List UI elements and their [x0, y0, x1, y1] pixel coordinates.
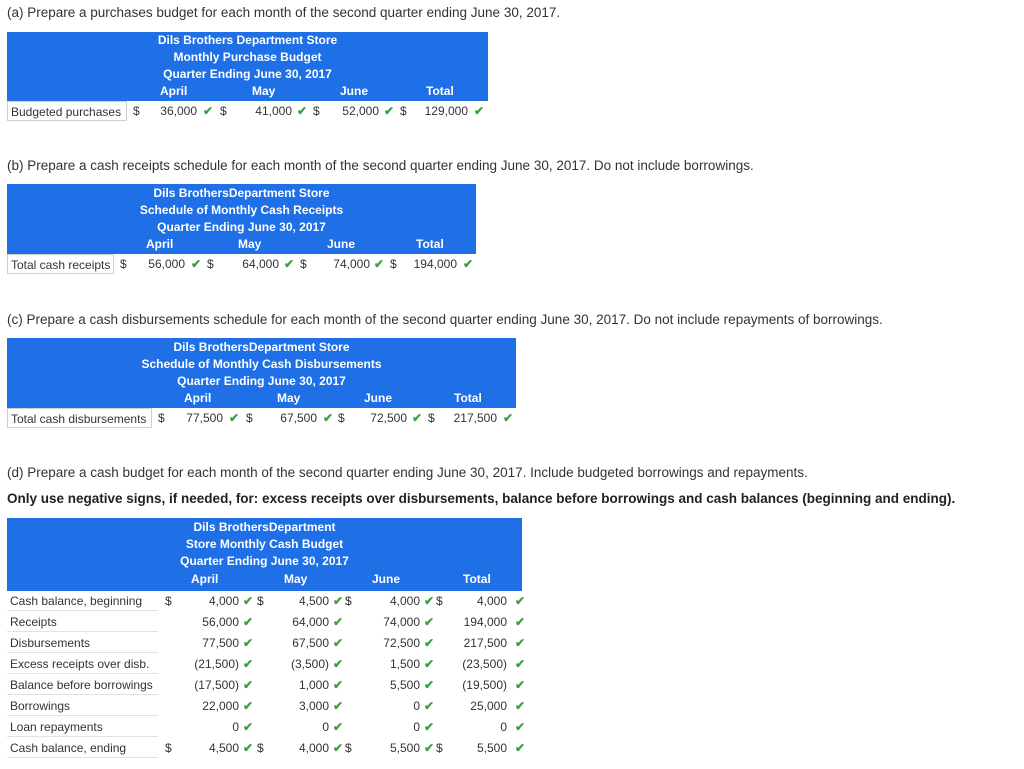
check-icon: ✔ [515, 615, 526, 629]
cash-budget-row [7, 654, 526, 674]
check-icon: ✔ [243, 699, 254, 713]
check-icon: ✔ [515, 699, 526, 713]
month-april: April [191, 572, 219, 586]
row-label: Loan repayments [7, 717, 158, 737]
check-icon: ✔ [424, 678, 435, 692]
currency-sign: $ [158, 411, 165, 425]
currency-sign: $ [436, 594, 443, 608]
company-name: Dils BrothersDepartment Store [153, 186, 330, 200]
check-icon: ✔ [333, 741, 344, 755]
row-label: Cash balance, beginning [7, 591, 158, 611]
june-input[interactable]: 74,000 [333, 257, 370, 271]
check-icon: ✔ [474, 104, 485, 118]
month-april: April [160, 84, 188, 98]
currency-sign: $ [257, 594, 264, 608]
schedule-title: Schedule of Monthly Cash Receipts [139, 203, 344, 217]
total-input[interactable]: 4,000 [476, 594, 507, 608]
april-input[interactable]: 77,500 [202, 636, 239, 650]
total-input[interactable]: 5,500 [476, 741, 507, 755]
row-label: Total cash receipts [7, 254, 114, 274]
row-label: Balance before borrowings [7, 675, 158, 695]
cash-budget-row [7, 675, 526, 695]
may-input[interactable]: 64,000 [242, 257, 279, 271]
total-cash-receipts-row [7, 254, 476, 274]
row-label: Borrowings [7, 696, 158, 716]
row-label: Receipts [7, 612, 158, 632]
total-input[interactable]: 217,500 [453, 411, 497, 425]
month-may: May [252, 84, 276, 98]
check-icon: ✔ [243, 636, 254, 650]
april-input[interactable]: (21,500) [194, 657, 239, 671]
month-total: Total [463, 572, 491, 586]
cash-budget-row [7, 696, 526, 716]
month-april: April [146, 237, 174, 251]
currency-sign: $ [165, 594, 172, 608]
may-input[interactable]: 64,000 [292, 615, 329, 629]
total-input[interactable]: (23,500) [462, 657, 507, 671]
check-icon: ✔ [424, 657, 435, 671]
may-input[interactable]: 67,500 [292, 636, 329, 650]
currency-sign: $ [300, 257, 307, 271]
total-input[interactable]: 0 [500, 720, 507, 734]
check-icon: ✔ [515, 636, 526, 650]
check-icon: ✔ [191, 257, 202, 271]
total-input[interactable]: 129,000 [424, 104, 468, 118]
may-input[interactable]: 4,000 [298, 741, 329, 755]
currency-sign: $ [436, 741, 443, 755]
may-input[interactable]: (3,500) [290, 657, 329, 671]
check-icon: ✔ [424, 636, 435, 650]
may-input[interactable]: 41,000 [255, 104, 292, 118]
row-label: Cash balance, ending [7, 738, 158, 758]
june-input[interactable]: 1,500 [389, 657, 420, 671]
check-icon: ✔ [243, 594, 254, 608]
check-icon: ✔ [284, 257, 295, 271]
may-input[interactable]: 3,000 [298, 699, 329, 713]
may-input[interactable]: 0 [322, 720, 329, 734]
cash-budget-row [7, 612, 526, 632]
check-icon: ✔ [297, 104, 308, 118]
cash-budget-row [7, 717, 526, 737]
check-icon: ✔ [463, 257, 474, 271]
april-input[interactable]: 77,500 [186, 411, 223, 425]
check-icon: ✔ [424, 741, 435, 755]
june-input[interactable]: 5,500 [389, 678, 420, 692]
currency-sign: $ [400, 104, 407, 118]
check-icon: ✔ [243, 657, 254, 671]
check-icon: ✔ [515, 741, 526, 755]
check-icon: ✔ [243, 720, 254, 734]
total-input[interactable]: 194,000 [413, 257, 457, 271]
may-input[interactable]: 1,000 [298, 678, 329, 692]
may-input[interactable]: 67,500 [280, 411, 317, 425]
currency-sign: $ [345, 594, 352, 608]
month-total: Total [426, 84, 454, 98]
check-icon: ✔ [374, 257, 385, 271]
check-icon: ✔ [424, 615, 435, 629]
june-input[interactable]: 5,500 [389, 741, 420, 755]
june-input[interactable]: 52,000 [342, 104, 379, 118]
total-input[interactable]: 194,000 [463, 615, 507, 629]
month-may: May [277, 391, 301, 405]
instruction-text: Only use negative signs, if needed, for: excess receipts over disbursements, balance before borrowings and cash balances (beginning and ending). [7, 491, 956, 506]
april-input[interactable]: 0 [232, 720, 239, 734]
june-input[interactable]: 74,000 [383, 615, 420, 629]
check-icon: ✔ [323, 411, 334, 425]
company-name: Dils BrothersDepartment Store [173, 340, 350, 354]
company-name-line1: Dils BrothersDepartment [193, 520, 336, 534]
schedule-title: Schedule of Monthly Cash Disbursements [141, 357, 382, 371]
question-b: (b) Prepare a cash receipts schedule for each month of the second quarter ending June 30, 2017. Do not include borrowings. [7, 158, 754, 173]
june-input[interactable]: 0 [413, 720, 420, 734]
total-input[interactable]: (19,500) [462, 678, 507, 692]
currency-sign: $ [246, 411, 253, 425]
check-icon: ✔ [243, 615, 254, 629]
check-icon: ✔ [203, 104, 214, 118]
period-label: Quarter Ending June 30, 2017 [180, 554, 349, 568]
check-icon: ✔ [515, 657, 526, 671]
june-input[interactable]: 0 [413, 699, 420, 713]
cash-receipts-header [7, 184, 476, 254]
budget-title: Monthly Purchase Budget [173, 50, 322, 64]
month-total: Total [416, 237, 444, 251]
month-june: June [340, 84, 369, 98]
cash-budget-row [7, 591, 526, 611]
cash-disbursements-header [7, 338, 516, 408]
check-icon: ✔ [333, 699, 344, 713]
check-icon: ✔ [243, 678, 254, 692]
check-icon: ✔ [424, 720, 435, 734]
budgeted-purchases-row [7, 101, 488, 121]
currency-sign: $ [390, 257, 397, 271]
month-june: June [372, 572, 401, 586]
currency-sign: $ [220, 104, 227, 118]
june-input[interactable]: 72,500 [383, 636, 420, 650]
currency-sign: $ [313, 104, 320, 118]
check-icon: ✔ [515, 720, 526, 734]
month-total: Total [454, 391, 482, 405]
question-d: (d) Prepare a cash budget for each month of the second quarter ending June 30, 2017. Include budgeted borrowings and repayments. [7, 465, 808, 480]
check-icon: ✔ [515, 594, 526, 608]
row-label: Disbursements [7, 633, 158, 653]
period-label: Quarter Ending June 30, 2017 [163, 67, 332, 81]
month-june: June [327, 237, 356, 251]
june-input[interactable]: 4,000 [389, 594, 420, 608]
company-name-line2: Store Monthly Cash Budget [185, 537, 344, 551]
april-input[interactable]: 4,000 [208, 594, 239, 608]
check-icon: ✔ [412, 411, 423, 425]
cash-budget-row [7, 738, 526, 758]
currency-sign: $ [207, 257, 214, 271]
april-input[interactable]: 56,000 [148, 257, 185, 271]
check-icon: ✔ [424, 594, 435, 608]
check-icon: ✔ [243, 741, 254, 755]
currency-sign: $ [133, 104, 140, 118]
check-icon: ✔ [333, 657, 344, 671]
check-icon: ✔ [424, 699, 435, 713]
april-input[interactable]: 22,000 [202, 699, 239, 713]
check-icon: ✔ [515, 678, 526, 692]
question-a: (a) Prepare a purchases budget for each month of the second quarter ending June 30, 2017. [7, 5, 561, 20]
row-label: Budgeted purchases [7, 101, 127, 121]
check-icon: ✔ [333, 615, 344, 629]
month-may: May [284, 572, 308, 586]
april-input[interactable]: 36,000 [160, 104, 197, 118]
question-c: (c) Prepare a cash disbursements schedule for each month of the second quarter ending June 30, 2017. Do not include repayments of borrowings. [7, 312, 883, 327]
period-label: Quarter Ending June 30, 2017 [177, 374, 346, 388]
total-cash-disbursements-row [7, 408, 516, 428]
currency-sign: $ [338, 411, 345, 425]
company-name: Dils Brothers Department Store [157, 33, 338, 47]
check-icon: ✔ [229, 411, 240, 425]
month-may: May [238, 237, 262, 251]
row-label: Excess receipts over disb. [7, 654, 158, 674]
cash-budget-row [7, 633, 526, 653]
april-input[interactable]: (17,500) [194, 678, 239, 692]
purchase-budget-header [7, 32, 488, 101]
check-icon: ✔ [333, 720, 344, 734]
currency-sign: $ [345, 741, 352, 755]
month-june: June [364, 391, 393, 405]
check-icon: ✔ [333, 594, 344, 608]
check-icon: ✔ [503, 411, 514, 425]
june-input[interactable]: 72,500 [370, 411, 407, 425]
april-input[interactable]: 4,500 [208, 741, 239, 755]
currency-sign: $ [120, 257, 127, 271]
check-icon: ✔ [333, 678, 344, 692]
currency-sign: $ [257, 741, 264, 755]
period-label: Quarter Ending June 30, 2017 [157, 220, 326, 234]
currency-sign: $ [165, 741, 172, 755]
cash-budget-header [7, 518, 522, 591]
check-icon: ✔ [333, 636, 344, 650]
april-input[interactable]: 56,000 [202, 615, 239, 629]
month-april: April [184, 391, 212, 405]
row-label: Total cash disbursements [7, 408, 152, 428]
total-input[interactable]: 217,500 [463, 636, 507, 650]
check-icon: ✔ [384, 104, 395, 118]
total-input[interactable]: 25,000 [470, 699, 507, 713]
may-input[interactable]: 4,500 [298, 594, 329, 608]
currency-sign: $ [428, 411, 435, 425]
